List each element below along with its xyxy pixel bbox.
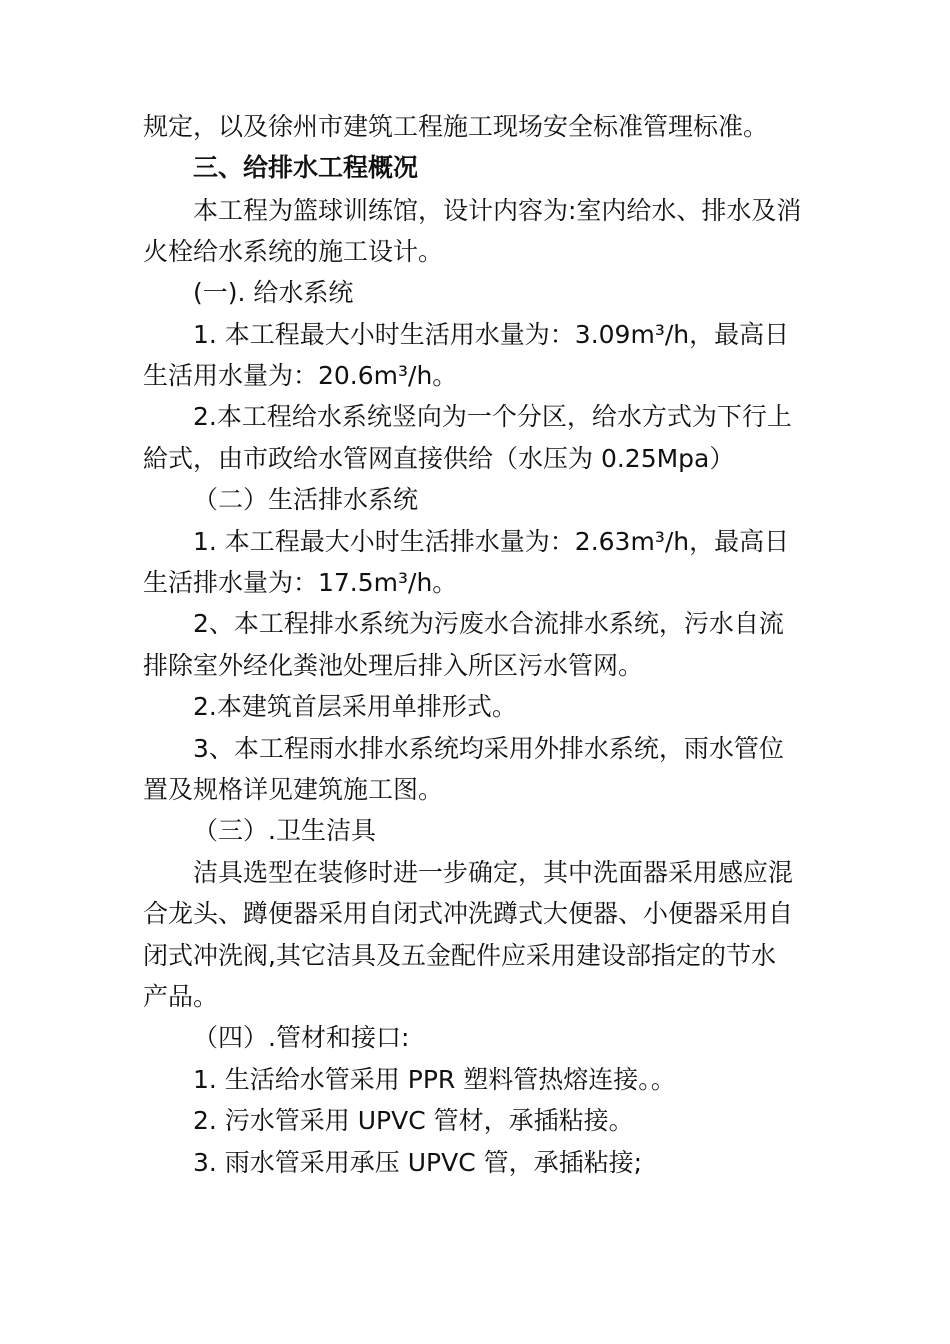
paragraph-line: 合龙头、蹲便器采用自闭式冲洗蹲式大便器、小便器采用自	[143, 899, 794, 928]
paragraph-line: 产品。	[143, 982, 219, 1011]
subsection-heading: （三）.卫生洁具	[193, 816, 376, 845]
paragraph-line: 1. 本工程最大小时生活排水量为：2.63m³/h，最高日	[193, 527, 790, 556]
section-heading: 三、给排水工程概况	[193, 153, 419, 182]
paragraph-line: 火栓给水系统的施工设计。	[143, 237, 444, 266]
paragraph-line: 闭式冲洗阀,其它洁具及五金配件应采用建设部指定的节水	[143, 941, 776, 970]
paragraph-line: 2. 污水管采用 UPVC 管材，承插粘接。	[193, 1106, 634, 1135]
paragraph-line: 給式，由市政给水管网直接供给（水压为 0.25Mpa）	[143, 444, 735, 473]
subsection-heading: （二）生活排水系统	[193, 485, 419, 514]
paragraph-line: 2.本建筑首层采用单排形式。	[193, 692, 517, 721]
paragraph-line: 1. 生活给水管采用 PPR 塑料管热熔连接。。	[193, 1065, 676, 1094]
paragraph-line: 2.本工程给水系统竖向为一个分区，给水方式为下行上	[193, 402, 792, 431]
paragraph-line: 3. 雨水管采用承压 UPVC 管，承插粘接;	[193, 1148, 643, 1177]
paragraph-line: 规定，以及徐州市建筑工程施工现场安全标准管理标准。	[143, 112, 769, 141]
paragraph-line: 生活排水量为：17.5m³/h。	[143, 568, 458, 597]
paragraph-line: 生活用水量为：20.6m³/h。	[143, 361, 458, 390]
paragraph-line: 3、本工程雨水排水系统均采用外排水系统，雨水管位	[193, 734, 784, 763]
paragraph-line: 2、本工程排水系统为污废水合流排水系统，污水自流	[193, 609, 784, 638]
paragraph-line: 1. 本工程最大小时生活用水量为：3.09m³/h，最高日	[193, 320, 790, 349]
paragraph-line: 排除室外经化粪池处理后排入所区污水管网。	[143, 651, 644, 680]
paragraph-line: 置及规格详见建筑施工图。	[143, 775, 444, 804]
subsection-heading: （四）.管材和接口:	[193, 1023, 410, 1052]
paragraph-line: 洁具选型在装修时进一步确定，其中洗面器采用感应混	[193, 858, 794, 887]
subsection-heading: (一). 给水系统	[193, 278, 354, 307]
paragraph-line: 本工程为篮球训练馆，设计内容为:室内给水、排水及消	[193, 196, 802, 225]
